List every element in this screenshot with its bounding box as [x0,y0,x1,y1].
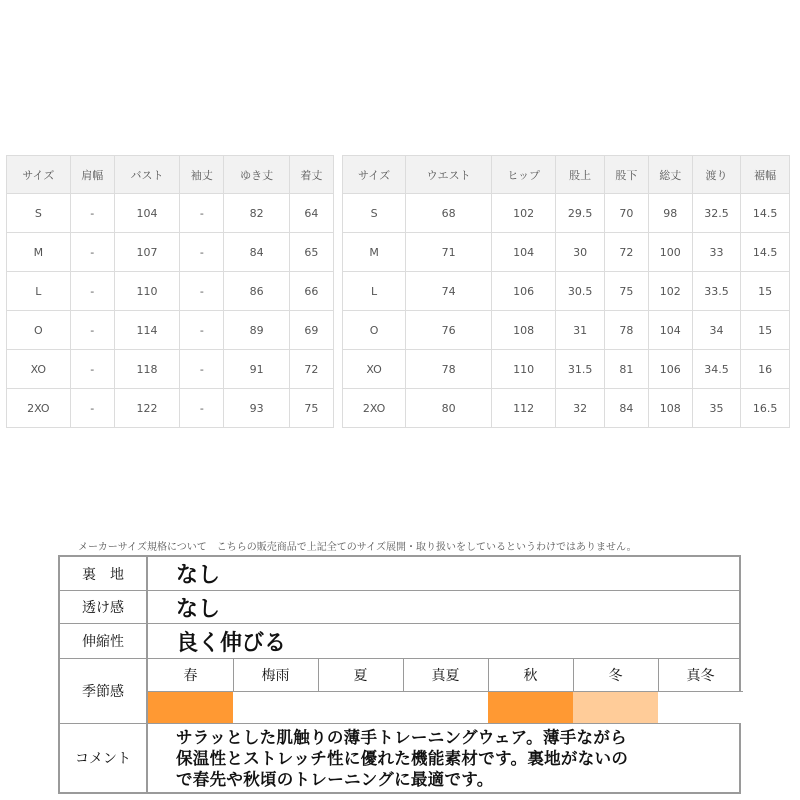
table-cell: 68 [406,194,492,233]
season-cell [488,659,574,723]
table-cell: - [180,194,224,233]
table-cell: 31.5 [556,350,605,389]
stretch-label: 伸縮性 [60,624,148,658]
season-name: 冬 [573,659,658,692]
table-cell: 110 [492,350,556,389]
product-info-table [58,555,741,794]
table-cell: XO [7,350,71,389]
table-cell: 84 [604,389,648,428]
table-cell: S [343,194,406,233]
table-cell: 78 [604,311,648,350]
table-row [7,389,334,428]
table-cell: - [180,389,224,428]
tops-size-table [6,155,334,428]
size-note: メーカーサイズ規格について こちらの販売商品で上記全てのサイズ展開・取り扱いをしているというわけではありません。 [78,542,637,553]
column-header: サイズ [343,156,406,194]
table-cell: 104 [114,194,179,233]
season-indicator [318,692,403,723]
season-cell [573,659,659,723]
lining-value: なし [176,563,221,588]
table-row [7,233,334,272]
table-cell: L [343,272,406,311]
season-name: 真夏 [403,659,488,692]
table-cell: 64 [289,194,333,233]
table-cell: 30.5 [556,272,605,311]
sheer-value: なし [176,596,221,622]
table-row [343,194,790,233]
table-cell: 33.5 [692,272,741,311]
comment-label: コメント [60,724,148,792]
column-header: 股上 [556,156,605,194]
season-cell [403,659,489,723]
column-header: 渡り [692,156,741,194]
season-label: 季節感 [60,659,148,723]
column-header: 股下 [604,156,648,194]
season-name: 夏 [318,659,403,692]
table-cell: 76 [406,311,492,350]
table-row [7,350,334,389]
table-row [343,272,790,311]
table-cell: 104 [648,311,692,350]
table-cell: 30 [556,233,605,272]
season-row [60,659,739,724]
column-header: 総丈 [648,156,692,194]
table-cell: - [180,272,224,311]
table-cell: 31 [556,311,605,350]
table-cell: 102 [648,272,692,311]
column-header: サイズ [7,156,71,194]
table-cell: 74 [406,272,492,311]
column-header: 肩幅 [70,156,114,194]
table-cell: 75 [604,272,648,311]
bottoms-size-table [342,155,790,428]
season-cell [658,659,743,723]
column-header: 袖丈 [180,156,224,194]
table-cell: 34 [692,311,741,350]
table-cell: XO [343,350,406,389]
table-cell: 80 [406,389,492,428]
table-cell: 112 [492,389,556,428]
sheer-row [60,591,739,624]
table-row [7,194,334,233]
table-cell: 32.5 [692,194,741,233]
season-indicator [233,692,318,723]
table-cell: 33 [692,233,741,272]
season-indicator [573,692,658,723]
table-cell: M [7,233,71,272]
stretch-value: 良く伸びる [176,630,287,656]
lining-label: 裏 地 [60,557,148,590]
lining-row [60,557,739,591]
column-header: ゆき丈 [224,156,289,194]
table-row [343,389,790,428]
table-cell: - [70,350,114,389]
table-cell: O [7,311,71,350]
table-cell: 104 [492,233,556,272]
table-header-row [7,156,334,194]
table-cell: 66 [289,272,333,311]
table-cell: 86 [224,272,289,311]
table-cell: O [343,311,406,350]
table-cell: 15 [741,311,790,350]
comment-text [176,724,729,792]
season-name: 梅雨 [233,659,318,692]
table-cell: 91 [224,350,289,389]
table-cell: 84 [224,233,289,272]
season-cell [233,659,319,723]
season-cell [148,659,234,723]
comment-row [60,724,739,792]
season-indicator [658,692,743,723]
table-cell: 15 [741,272,790,311]
table-cell: 2XO [343,389,406,428]
table-cell: 29.5 [556,194,605,233]
table-cell: 32 [556,389,605,428]
table-cell: 14.5 [741,194,790,233]
table-cell: 89 [224,311,289,350]
season-cell [318,659,404,723]
season-name: 秋 [488,659,573,692]
table-cell: 16.5 [741,389,790,428]
table-cell: - [70,233,114,272]
table-cell: 98 [648,194,692,233]
table-cell: 82 [224,194,289,233]
season-indicator [148,692,233,723]
table-cell: 102 [492,194,556,233]
table-cell: L [7,272,71,311]
column-header: 着丈 [289,156,333,194]
table-cell: M [343,233,406,272]
column-header: 裾幅 [741,156,790,194]
table-cell: 122 [114,389,179,428]
table-row [343,233,790,272]
table-cell: - [70,272,114,311]
table-cell: 106 [648,350,692,389]
table-cell: 65 [289,233,333,272]
table-cell: 69 [289,311,333,350]
table-cell: 72 [289,350,333,389]
comment-line: サラッとした肌触りの薄手トレーニングウェア。薄手ながら [176,728,627,747]
table-cell: 118 [114,350,179,389]
table-cell: 114 [114,311,179,350]
sheer-label: 透け感 [60,591,148,623]
table-cell: - [70,389,114,428]
column-header: バスト [114,156,179,194]
table-cell: 110 [114,272,179,311]
table-cell: S [7,194,71,233]
comment-line: 保温性とストレッチ性に優れた機能素材です。裏地がないの [176,749,629,768]
table-row [343,311,790,350]
table-cell: 16 [741,350,790,389]
table-cell: 78 [406,350,492,389]
column-header: ヒップ [492,156,556,194]
table-cell: 70 [604,194,648,233]
table-cell: - [180,350,224,389]
season-indicator [403,692,488,723]
comment-line: で春先や秋頃のトレーニングに最適です。 [176,770,494,789]
table-row [7,272,334,311]
table-cell: 14.5 [741,233,790,272]
table-cell: 34.5 [692,350,741,389]
table-cell: - [70,194,114,233]
table-header-row [343,156,790,194]
table-cell: 71 [406,233,492,272]
table-cell: 93 [224,389,289,428]
table-cell: 107 [114,233,179,272]
table-cell: - [180,311,224,350]
table-cell: 35 [692,389,741,428]
table-cell: 72 [604,233,648,272]
table-cell: 108 [492,311,556,350]
season-name: 真冬 [658,659,743,692]
table-cell: - [70,311,114,350]
table-cell: - [180,233,224,272]
season-grid [148,659,739,723]
table-cell: 75 [289,389,333,428]
table-cell: 81 [604,350,648,389]
table-cell: 108 [648,389,692,428]
season-name: 春 [148,659,233,692]
table-row [343,350,790,389]
stretch-row [60,624,739,659]
table-cell: 100 [648,233,692,272]
table-cell: 2XO [7,389,71,428]
table-row [7,311,334,350]
season-indicator [488,692,573,723]
table-cell: 106 [492,272,556,311]
column-header: ウエスト [406,156,492,194]
